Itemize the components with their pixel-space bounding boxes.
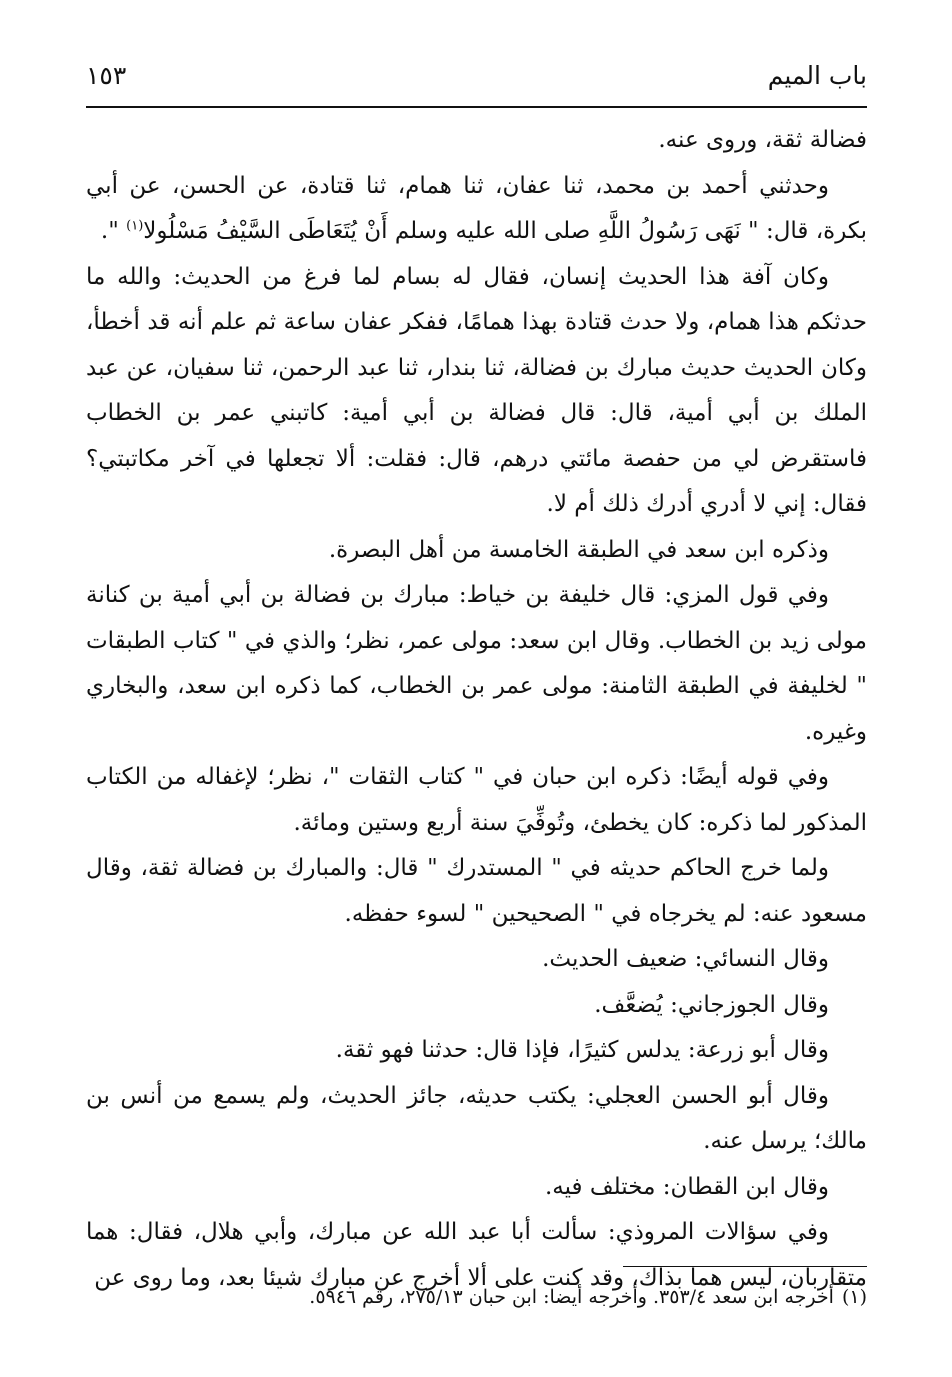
paragraph-2	[86, 164, 867, 255]
paragraph-13: وفي سؤالات المروذي: سألت أبا عبد الله عن مبارك، وأبي هلال، فقال: هما متقاربان، ليس هما بذاك، وقد كنت على ألا أخرج عن مبارك شيئا بعد، وما روى عن	[86, 1219, 867, 1291]
paragraph-9: وقال الجوزجاني: يُضعَّف.	[594, 991, 829, 1018]
footnote-text: أخرجه ابن سعد ٣٥٣/٤. وأخرجه أيضا: ابن حبان ٢٧٥/١٣، رقم ٥٩٤٦.	[309, 1286, 834, 1308]
paragraph-1: فضالة ثقة، وروى عنه.	[658, 127, 867, 153]
body-text	[86, 118, 867, 1301]
footnote-reference[interactable]: (١)	[126, 218, 144, 234]
paragraph-5: وفي قول المزي: قال خليفة بن خياط: مبارك بن فضالة بن أبي أمية بن كنانة مولى زيد بن الخطاب. وقال ابن سعد: مولى عمر، نظر؛ والذي في " كتاب الطبقات " لخليفة في الطبقة الثامنة: مولى عمر بن الخطاب، كما ذكره ابن سعد، والبخاري وغيره.	[86, 582, 867, 745]
footnote-marker: (١)	[841, 1286, 867, 1308]
footnote	[86, 1282, 867, 1312]
chapter-title: باب الميم	[767, 61, 867, 90]
footnote-divider	[623, 1266, 867, 1267]
paragraph-12: وقال ابن القطان: مختلف فيه.	[544, 1173, 829, 1200]
paragraph-2-text: وحدثني أحمد بن محمد، ثنا عفان، ثنا همام، ثنا قتادة، عن الحسن، عن أبي بكرة، قال: " نَهَى رَسُولُ اللَّهِ صلى الله عليه وسلم أَنْ يُتَعَاطَى السَّيْفُ مَسْلُولا	[86, 172, 867, 244]
paragraph-8: وقال النسائي: ضعيف الحديث.	[542, 946, 829, 972]
paragraph-10: وقال أبو زرعة: يدلس كثيرًا، فإذا قال: حدثنا فهو ثقة.	[335, 1037, 829, 1063]
paragraph-3: وكان آفة هذا الحديث إنسان، فقال له بسام لما فرغ من الحديث: والله ما حدثكم هذا همام، ولا حدث قتادة بهذا همامًا، ففكر عفان ساعة ثم علم أنه قد أخطأ، وكان الحديث حديث مبارك بن فضالة، ثنا بندار، ثنا عبد الرحمن، ثنا سفيان، عن عبد الملك بن أبي أمية، قال: قال فضالة بن أبي أمية: كاتبني عمر بن الخطاب فاستقرض لي من حفصة مائتي درهم، قال: فقلت: ألا تجعلها في آخر مكاتبتي؟ فقال: إني لا أدري أدرك ذلك أم لا.	[86, 263, 867, 517]
paragraph-4: وذكره ابن سعد في الطبقة الخامسة من أهل البصرة.	[328, 536, 829, 563]
paragraph-6: وفي قوله أيضًا: ذكره ابن حبان في " كتاب الثقات "، نظر؛ لإغفاله من الكتاب المذكور لما ذكره: كان يخطئ، وتُوفِّيَ سنة أربع وستين ومائة.	[86, 764, 867, 836]
header-divider	[86, 106, 867, 108]
page-number: ١٥٣	[86, 61, 127, 90]
paragraph-11: وقال أبو الحسن العجلي: يكتب حديثه، جائز الحديث، ولم يسمع من أنس بن مالك؛ يرسل عنه.	[86, 1082, 867, 1154]
page-header	[86, 58, 867, 98]
paragraph-7: ولما خرج الحاكم حديثه في " المستدرك " قال: والمبارك بن فضالة ثقة، وقال مسعود عنه: لم يخرجاه في " الصحيحين " لسوء حفظه.	[86, 855, 867, 927]
paragraph-2-tail: ".	[100, 218, 127, 244]
